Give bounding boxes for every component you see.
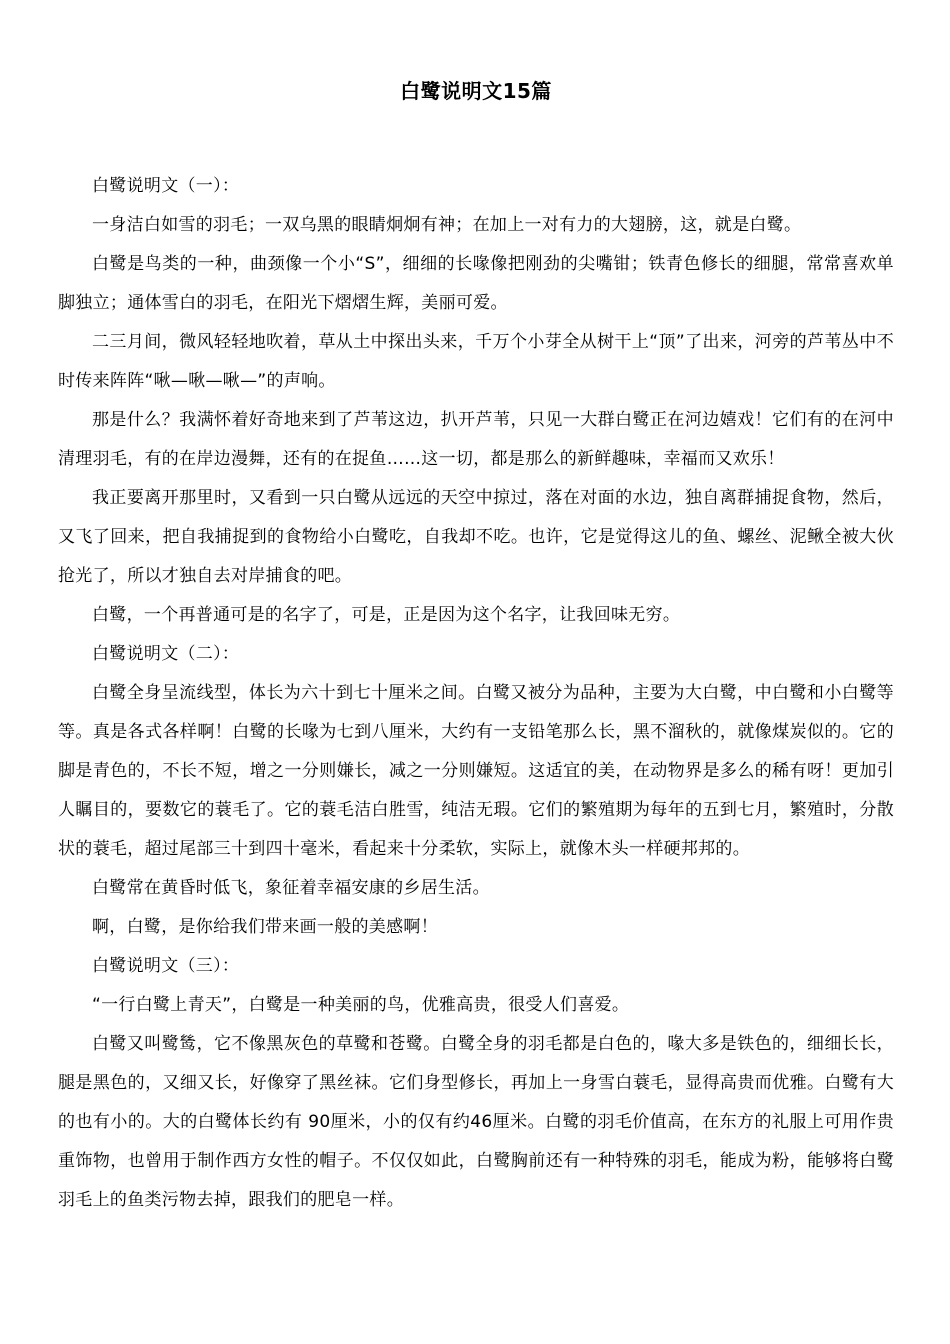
- paragraph: 那是什么？我满怀着好奇地来到了芦苇这边，扒开芦苇，只见一大群白鹭正在河边嬉戏！它们有的在河中清理羽毛，有的在岸边漫舞，还有的在捉鱼……这一切，都是那么的新鲜趣味，幸福而又欢乐！: [58, 410, 894, 469]
- paragraph: 白鹭全身呈流线型，体长为六十到七十厘米之间。白鹭又被分为品种，主要为大白鹭，中白鹭和小白鹭等等。真是各式各样啊！白鹭的长喙为七到八厘米，大约有一支铅笔那么长，黑不溜秋的，就像煤炭似的。它的脚是青色的，不长不短，增之一分则嫌长，减之一分则嫌短。这适宜的美，在动物界是多么的稀有呀！更加引人瞩目的，要数它的蓑毛了。它的蓑毛洁白胜雪，纯洁无瑕。它们的繁殖期为每年的五到七月，繁殖时，分散状的蓑毛，超过尾部三十到四十毫米，看起来十分柔软，实际上，就像木头一样硬邦邦的。: [58, 683, 894, 859]
- paragraph: 白鹭是鸟类的一种，曲颈像一个小“S”，细细的长喙像把刚劲的尖嘴钳；铁青色修长的细腿，常常喜欢单脚独立；通体雪白的羽毛，在阳光下熠熠生辉，美丽可爱。: [58, 254, 894, 313]
- paragraph: 啊，白鹭，是你给我们带来画一般的美感啊！: [92, 917, 438, 937]
- paragraph: 我正要离开那里时，又看到一只白鹭从远远的天空中掠过，落在对面的水边，独自离群捕捉食物，然后，又飞了回来，把自我捕捉到的食物给小白鹭吃，自我却不吃。也许，它是觉得这儿的鱼、螺丝、泥鳅全被大伙抢光了，所以才独自去对岸捕食的吧。: [58, 488, 894, 586]
- document-body: [58, 167, 894, 1220]
- paragraph-heading-2: 白鹭说明文（二）：: [92, 644, 240, 664]
- paragraph: 白鹭又叫鹭鸶，它不像黑灰色的草鹭和苍鹭。白鹭全身的羽毛都是白色的，喙大多是铁色的，细细长长，腿是黑色的，又细又长，好像穿了黑丝袜。它们身型修长，再加上一身雪白蓑毛，显得高贵而优雅。白鹭有大的也有小的。大的白鹭体长约有 90厘米，小的仅有约46厘米。白鹭的羽毛价值高，在东方的礼服上可用作贵重饰物，也曾用于制作西方女性的帽子。不仅仅如此，白鹭胸前还有一种特殊的羽毛，能成为粉，能够将白鹭羽毛上的鱼类污物去掉，跟我们的肥皂一样。: [58, 1034, 894, 1210]
- document-page: [58, 0, 894, 1220]
- paragraph-heading-1: 白鹭说明文（一）：: [92, 176, 240, 196]
- paragraph-heading-3: 白鹭说明文（三）：: [92, 956, 240, 976]
- paragraph: 白鹭，一个再普通可是的名字了，可是，正是因为这个名字，让我回味无穷。: [92, 605, 681, 625]
- paragraph: 二三月间，微风轻轻地吹着，草从土中探出头来，千万个小芽全从树干上“顶”了出来，河旁的芦苇丛中不时传来阵阵“啾—啾—啾—”的声响。: [58, 332, 894, 391]
- paragraph: “一行白鹭上青天”，白鹭是一种美丽的鸟，优雅高贵，很受人们喜爱。: [92, 995, 630, 1015]
- paragraph: 一身洁白如雪的羽毛；一双乌黑的眼睛炯炯有神；在加上一对有力的大翅膀，这，就是白鹭。: [92, 215, 802, 235]
- document-title: 白鹭说明文15篇: [400, 79, 552, 103]
- paragraph: 白鹭常在黄昏时低飞，象征着幸福安康的乡居生活。: [92, 878, 490, 898]
